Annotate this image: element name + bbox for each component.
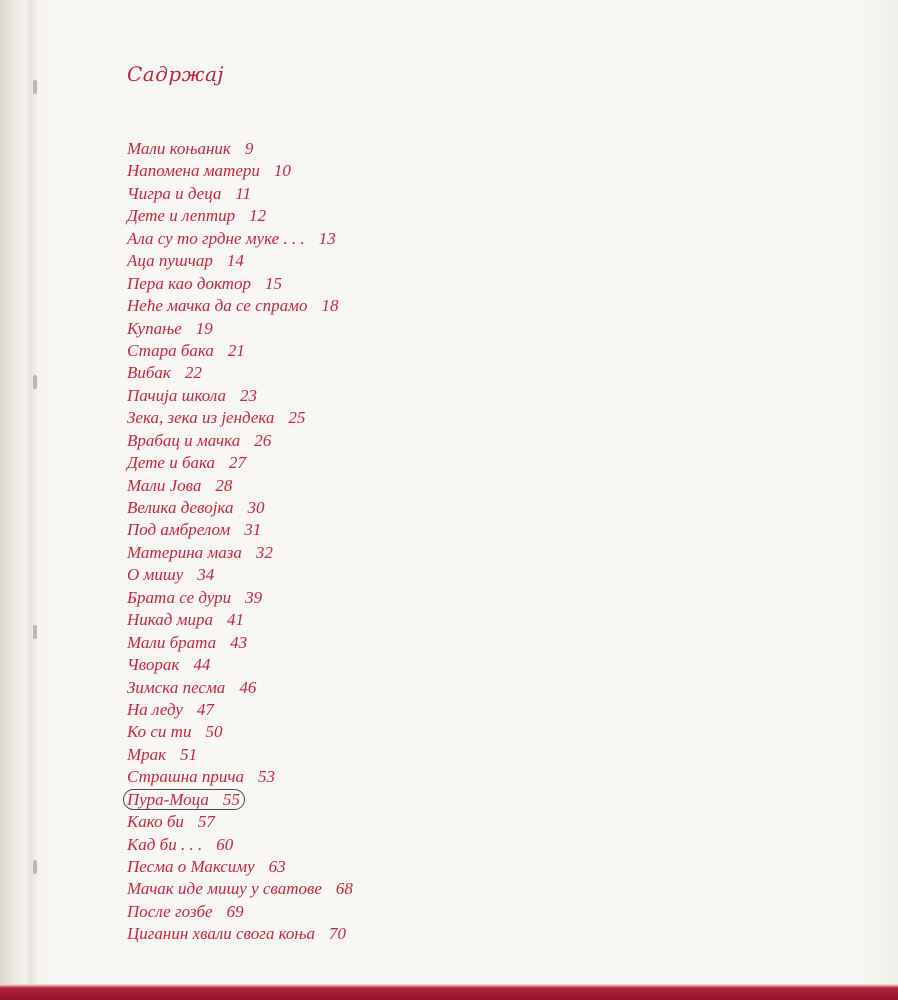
- toc-entry-text: [127, 431, 271, 450]
- toc-entry: [127, 834, 353, 856]
- toc-entry: [127, 699, 353, 721]
- toc-entry-page: 18: [321, 296, 339, 316]
- binding-stitch: [33, 375, 37, 389]
- toc-entry: [127, 811, 353, 833]
- toc-entry-text: [127, 520, 261, 539]
- toc-entry-page: 23: [239, 385, 257, 405]
- binding-stitch: [33, 80, 37, 94]
- toc-entry-text: [127, 812, 215, 831]
- toc-entry-title: Пура-Моца: [127, 789, 209, 809]
- toc-entry: [127, 519, 353, 541]
- toc-entry-title: Врабац и мачка: [127, 430, 241, 450]
- toc-entry: [127, 654, 353, 676]
- toc-entry-page: 25: [288, 408, 306, 428]
- toc-entry: [127, 160, 353, 182]
- toc-entry-page: 50: [205, 722, 223, 742]
- toc-entry-page: 11: [235, 183, 252, 203]
- toc-entry-title: Брата се дури: [127, 587, 232, 607]
- toc-entry-text: [127, 588, 262, 607]
- toc-entry-text: [127, 655, 210, 674]
- toc-entry-title: Нећe мачка да се спрамо: [127, 296, 308, 316]
- toc-entry-page: 22: [184, 363, 202, 383]
- book-edge-band: [0, 984, 898, 1000]
- toc-entry-text: [127, 700, 214, 719]
- toc-entry-text: [127, 543, 273, 562]
- toc-entry-title: Чигра и деца: [127, 183, 222, 203]
- toc-entry-page: 69: [226, 901, 244, 921]
- toc-entry: [127, 721, 353, 743]
- toc-entry: [127, 542, 353, 564]
- toc-entry-title: Аца пушчар: [127, 251, 213, 271]
- toc-entry: [127, 340, 353, 362]
- toc-entry-page: 15: [264, 273, 282, 293]
- toc-entry-title: Материна маза: [127, 542, 242, 562]
- toc-entry-page: 21: [227, 340, 245, 360]
- toc-entry-text: [127, 610, 244, 629]
- toc-entry: [127, 766, 353, 788]
- toc-entry: [127, 138, 353, 160]
- toc-entry-text: [127, 453, 246, 472]
- toc-entry-text: [127, 767, 275, 786]
- toc-entry-page: 31: [244, 520, 262, 540]
- toc-entry: [127, 205, 353, 227]
- toc-entry: [127, 362, 353, 384]
- toc-entry-title: Зека, зека из јендека: [127, 408, 275, 428]
- toc-entry-text: [127, 139, 253, 158]
- toc-entry-text: [127, 319, 213, 338]
- toc-entry-title: Циганин хвали свога коња: [127, 924, 315, 944]
- toc-entry-page: 60: [216, 834, 234, 854]
- toc-entry: [127, 901, 353, 923]
- toc-entry: [127, 878, 353, 900]
- toc-entry-text: [127, 161, 291, 180]
- toc-entry-page: 41: [227, 610, 245, 630]
- toc-entry-page: 46: [239, 677, 257, 697]
- toc-entry-text: [127, 386, 257, 405]
- toc-entry-title: Како би: [127, 812, 184, 832]
- toc-entry-title: Страшна прича: [127, 767, 244, 787]
- toc-entry-page: 34: [197, 565, 215, 585]
- toc-entry-text: [127, 633, 247, 652]
- toc-entry-text: [127, 722, 222, 741]
- toc-entry-text: [127, 857, 286, 876]
- toc-entry-text: [127, 835, 233, 854]
- toc-entry-page: 68: [335, 879, 353, 899]
- toc-entry-text: [127, 341, 245, 360]
- toc-entry-title: Никад мира: [127, 610, 214, 630]
- toc-entry-page: 32: [255, 542, 273, 562]
- toc-entry: [127, 407, 353, 429]
- toc-entry-page: 63: [268, 857, 286, 876]
- toc-entry-text: [127, 678, 256, 697]
- toc-entry-page: 26: [254, 430, 272, 450]
- toc-entry-title: На леду: [127, 699, 183, 719]
- toc-entry-page: 53: [257, 767, 275, 787]
- toc-entry-text: [127, 408, 305, 427]
- toc-entry: [127, 183, 353, 205]
- toc-entry: [127, 318, 353, 340]
- toc-entry: [127, 430, 353, 452]
- table-of-contents: [127, 138, 353, 946]
- toc-entry-title: Зимска песма: [127, 677, 226, 697]
- toc-entry-title: Под амбрелом: [127, 520, 231, 540]
- toc-entry-text: [127, 902, 244, 921]
- toc-entry-text: [127, 476, 232, 495]
- toc-entry-title: Пера као доктор: [127, 273, 251, 293]
- toc-entry-title: Песма о Максиму: [127, 857, 255, 876]
- toc-entry-page: 10: [273, 161, 291, 181]
- toc-entry-page: 14: [226, 251, 244, 271]
- toc-entry-text: [127, 879, 353, 898]
- toc-entry-title: Велика девојка: [127, 498, 234, 517]
- toc-entry-title: Вибак: [127, 363, 171, 383]
- toc-entry-text: [127, 229, 336, 248]
- page-binding: [0, 0, 38, 1000]
- toc-entry-title: Дете и лептир: [127, 206, 236, 226]
- page-title: Садржај: [127, 62, 225, 86]
- toc-entry: [127, 587, 353, 609]
- toc-entry-page: 55: [222, 789, 240, 809]
- binding-stitch: [33, 625, 37, 639]
- toc-entry-title: О мишу: [127, 565, 184, 585]
- toc-entry-page: 43: [230, 632, 248, 652]
- toc-entry-title: Ко си ти: [127, 722, 192, 742]
- toc-entry-text: [127, 745, 197, 764]
- toc-entry: [127, 250, 353, 272]
- toc-entry-text: [127, 296, 339, 315]
- toc-entry-text: [127, 274, 282, 293]
- toc-entry-page: 44: [193, 655, 211, 675]
- toc-entry-title: Напомена матери: [127, 161, 260, 181]
- toc-entry-text: [127, 184, 251, 203]
- toc-entry-title: Купање: [127, 318, 182, 338]
- toc-entry-title: Дете и бака: [127, 453, 216, 473]
- toc-entry: [127, 385, 353, 407]
- toc-entry-page: 47: [196, 699, 214, 719]
- toc-entry-page: 51: [180, 744, 198, 764]
- toc-entry-page: 12: [249, 206, 267, 226]
- toc-entry: [127, 744, 353, 766]
- toc-entry-page: 70: [329, 924, 346, 944]
- toc-entry-page: 57: [197, 812, 215, 832]
- toc-entry-page: 13: [318, 228, 336, 248]
- toc-entry-text: [127, 565, 214, 584]
- toc-entry-page: 30: [247, 498, 265, 517]
- toc-entry-title: Мали коњаник: [127, 139, 231, 158]
- toc-entry-title: Чворак: [127, 655, 180, 675]
- toc-entry: [127, 228, 353, 250]
- toc-entry: [127, 677, 353, 699]
- toc-entry-title: Ала су то грдне муке . . .: [127, 228, 305, 248]
- toc-entry-text: [127, 363, 202, 382]
- toc-entry-title: Мали брата: [127, 632, 217, 652]
- toc-entry: [127, 452, 353, 474]
- toc-entry-text: [127, 498, 264, 517]
- toc-entry-title: Стара бака: [127, 340, 214, 360]
- toc-entry: [127, 475, 353, 497]
- toc-entry-text: [127, 206, 266, 225]
- toc-entry-title: Кад би . . .: [127, 834, 203, 854]
- toc-entry-title: Пачија школа: [127, 385, 226, 405]
- toc-entry-page: 28: [215, 475, 233, 495]
- toc-entry: [127, 497, 353, 519]
- toc-entry-title: Мали Јова: [127, 475, 202, 495]
- binding-stitch: [33, 860, 37, 874]
- toc-entry: [127, 273, 353, 295]
- toc-entry-title: Мрак: [127, 744, 167, 764]
- toc-entry-page: 9: [244, 139, 254, 158]
- toc-entry-page: 39: [245, 587, 263, 607]
- toc-entry-title: После гозбе: [127, 901, 213, 921]
- toc-entry-page: 27: [229, 453, 247, 473]
- toc-entry: [127, 295, 353, 317]
- toc-entry-title: Мачак иде мишу у сватове: [127, 879, 322, 899]
- toc-entry-text: [127, 924, 346, 943]
- toc-entry: [127, 856, 353, 878]
- toc-entry: [127, 923, 353, 945]
- circled-entry-mark: [123, 789, 245, 810]
- toc-entry: [127, 609, 353, 631]
- toc-entry-text: [127, 251, 244, 270]
- toc-entry: [127, 632, 353, 654]
- toc-entry-page: 19: [195, 318, 213, 338]
- toc-entry: [127, 789, 353, 811]
- toc-entry: [127, 564, 353, 586]
